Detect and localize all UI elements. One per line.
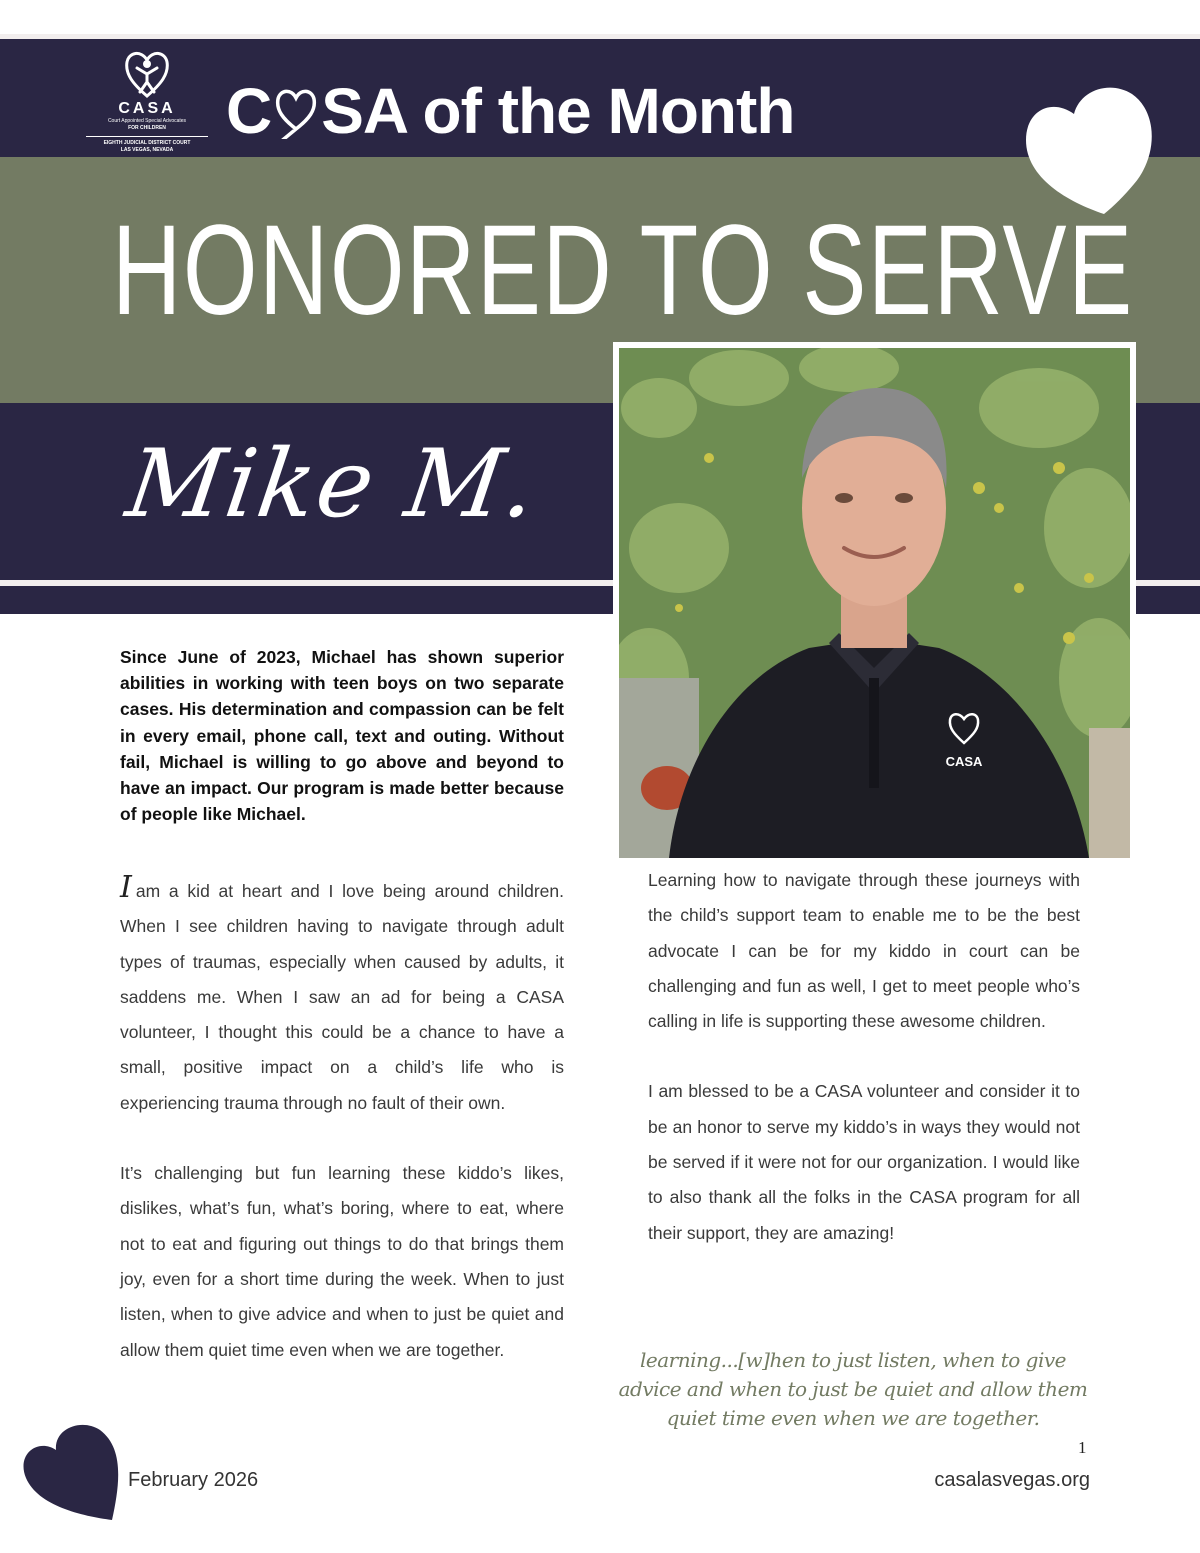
- issue-date: February 2026: [128, 1469, 259, 1491]
- volunteer-photo: [613, 342, 1136, 864]
- page-number: 1: [1078, 1438, 1087, 1457]
- shirt-logo-text: CASA: [945, 754, 983, 769]
- logo-rule: [86, 136, 208, 137]
- logo-court: EIGHTH JUDICIAL DISTRICT COURT: [103, 140, 191, 146]
- story-paragraph-text: am a kid at heart and I love being around children. When I see children having to navigate through adult types of traumas, especially when caused by adults, it saddens me. When I saw an ad for being a CASA volunteer, I thought this could be a chance to have a small, positive impact on a child’s life who is experiencing trauma through no fault of their own.: [120, 881, 564, 1113]
- pull-quote: learning...[w]hen to just listen, when to give advice and when to just be quiet and allow them quiet time even when we are together.: [618, 1348, 1088, 1430]
- casa-heart-figure-icon: [123, 46, 171, 100]
- intro-paragraph: Since June of 2023, Michael has shown superior abilities in working with teen boys on two separate cases. His determination and compassion can be felt in every email, phone call, text and outing. Without fail, Michael is willing to go above and beyond to have an impact. Our program is made better because of people like Michael.: [120, 647, 564, 825]
- logo-wordmark: CASA: [118, 100, 176, 117]
- story-paragraph: [120, 870, 564, 1121]
- casa-logo: [84, 46, 210, 154]
- story-paragraph: Learning how to navigate through these journeys with the child’s support team to enable me to be the best advocate I can be for my kiddo in court can be challenging and fun as well, I get to meet people who’s calling in life is supporting these awesome children.: [648, 870, 1080, 1032]
- title-rest: SA of the Month: [321, 75, 795, 147]
- story-right-column: [648, 863, 1080, 1251]
- story-paragraph: I am blessed to be a CASA volunteer and consider it to be an honor to serve my kiddo’s in ways they would not be served if it were not for our organization. I would like to also thank all the folks in the CASA program for all their support, they are amazing!: [648, 1081, 1080, 1243]
- logo-location: LAS VEGAS, NEVADA: [120, 147, 174, 153]
- website-link[interactable]: casalasvegas.org: [934, 1469, 1090, 1491]
- logo-tagline: Court Appointed Special Advocates: [107, 118, 187, 124]
- logo-tagline-2: FOR CHILDREN: [128, 125, 166, 131]
- heart-icon: [20, 1420, 126, 1524]
- drop-cap: I: [120, 870, 132, 905]
- heart-outline-icon: [273, 83, 319, 139]
- title-prefix: C: [226, 75, 272, 147]
- volunteer-name: Mike M.: [120, 430, 545, 539]
- story-left-column: [120, 870, 564, 1368]
- portrait-image: [619, 348, 1130, 858]
- page-headline: HONORED TO SERVE: [112, 199, 1134, 342]
- story-paragraph: It’s challenging but fun learning these kiddo’s likes, dislikes, what’s fun, what’s boring, where to eat, where not to eat and figuring out things to do that brings them joy, even for a short time during the week. When to just listen, when to give advice and when to just be quiet and allow them quiet time even when we are together.: [120, 1163, 564, 1360]
- casa-of-the-month-title: [226, 66, 794, 156]
